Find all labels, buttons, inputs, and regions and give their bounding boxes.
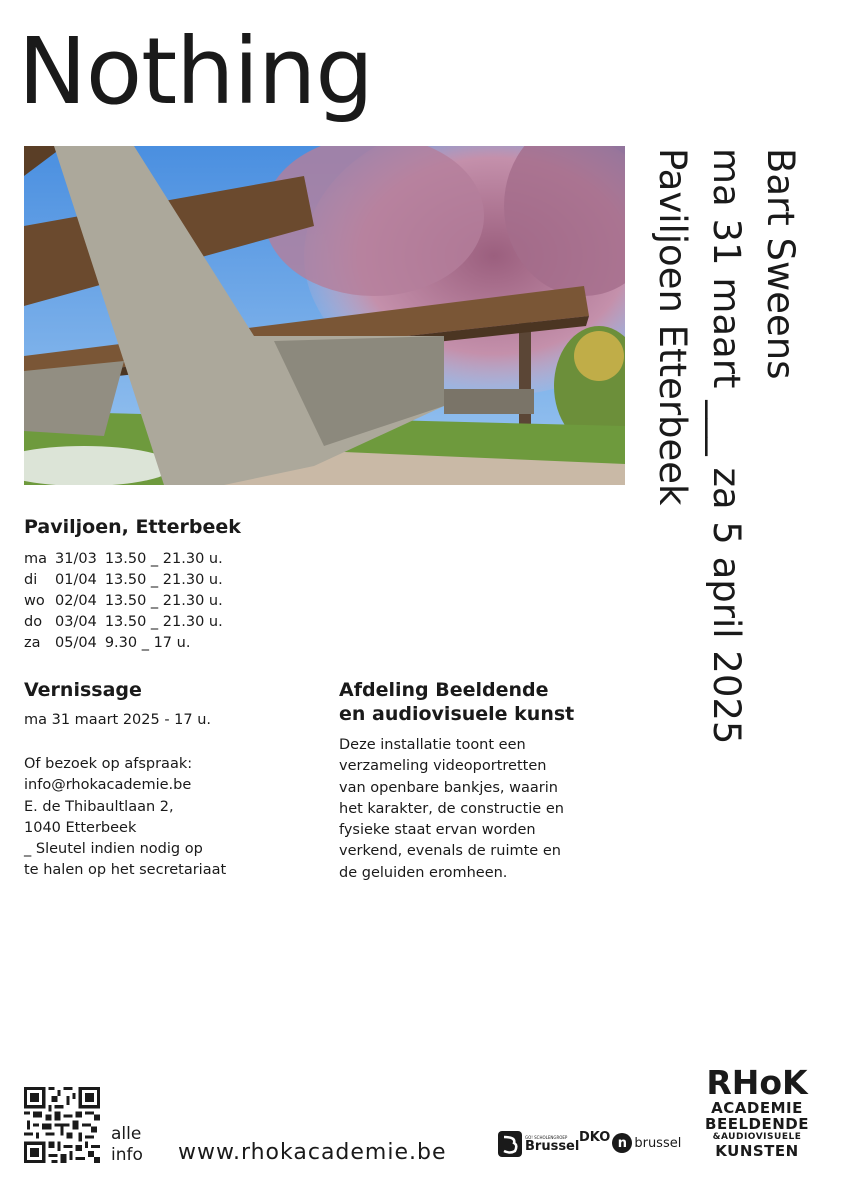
description-line: verkend, evenals de ruimte en <box>339 843 561 860</box>
venue-heading: Paviljoen, Etterbeek <box>24 516 241 538</box>
department-heading-line: en audiovisuele kunst <box>339 703 575 725</box>
gravestones <box>444 389 534 414</box>
schedule-day: za <box>24 635 41 651</box>
schedule-date: 31/03 <box>55 551 97 567</box>
dko-brussel-label: brussel <box>634 1135 682 1151</box>
description-line: het karakter, de constructie en <box>339 800 564 817</box>
schedule-day: wo <box>24 593 45 609</box>
schedule-time: 13.50 _ 21.30 u. <box>104 593 223 609</box>
go-brussel-small-text: GO! SCHOLENGROEP <box>525 1134 568 1140</box>
visit-line: 1040 Etterbeek <box>24 819 137 836</box>
poster-title: Nothing <box>18 18 373 125</box>
website-link[interactable]: www.rhokacademie.be <box>178 1140 447 1165</box>
info-label: info <box>111 1145 143 1165</box>
department-heading-line: Afdeling Beeldende <box>339 679 549 701</box>
schedule-time: 9.30 _ 17 u. <box>104 635 191 651</box>
schedule-date: 02/04 <box>55 593 97 609</box>
description-line: Deze installatie toont een <box>339 737 526 753</box>
rhok-logo-line: &AUDIOVISUELE <box>712 1132 802 1142</box>
schedule-date: 01/04 <box>55 572 97 588</box>
rhok-logo-line: BEELDENDE <box>705 1115 809 1133</box>
go-brussel-label: Brussel <box>525 1138 580 1154</box>
description-line: de geluiden eromheen. <box>339 864 508 881</box>
department-heading <box>339 678 574 726</box>
visit-info <box>24 754 226 882</box>
dko-n-icon: n <box>612 1133 632 1153</box>
vernissage-heading: Vernissage <box>24 679 142 701</box>
schedule-row <box>24 633 231 654</box>
schedule-day: ma <box>24 551 48 567</box>
visit-line: te halen op het secretariaat <box>24 862 227 879</box>
schedule-time: 13.50 _ 21.30 u. <box>104 551 223 567</box>
visit-line: Of bezoek op afspraak: <box>24 756 193 772</box>
description-line: verzameling videoportretten <box>339 758 547 775</box>
qr-code-icon[interactable] <box>24 1087 100 1163</box>
email-link[interactable]: info@rhokacademie.be <box>24 777 192 794</box>
schedule-row <box>24 612 231 633</box>
vernissage-text: ma 31 maart 2025 - 17 u. <box>24 712 212 728</box>
schedule-row <box>24 591 231 612</box>
schedule-date: 03/04 <box>55 614 97 630</box>
visit-line: E. de Thibaultlaan 2, <box>24 798 174 815</box>
schedule-day: di <box>24 572 38 588</box>
rhok-academie-logo <box>705 1063 809 1160</box>
alle-info-label <box>111 1124 143 1166</box>
bench-photo <box>24 146 625 485</box>
go-brussel-logo <box>498 1131 579 1157</box>
exhibition-venue: Paviljoen Etterbeek <box>651 148 694 506</box>
schedule-day: do <box>24 614 43 630</box>
artist-name: Bart Sweens <box>759 148 802 380</box>
description-line: fysieke staat ervan worden <box>339 822 536 839</box>
rhok-logo-line: ACADEMIE <box>711 1099 803 1117</box>
dko-label: DKO <box>579 1129 611 1145</box>
alle-label: alle <box>111 1124 142 1144</box>
bench-photo-illustration <box>24 146 625 485</box>
rhok-logo-line: RHoK <box>706 1063 808 1102</box>
dko-brussel-logo <box>579 1129 682 1153</box>
description-line: van openbare bankjes, waarin <box>339 779 558 796</box>
schedule-time: 13.50 _ 21.30 u. <box>104 614 223 630</box>
exhibition-dates: ma 31 maart ___ za 5 april 2025 <box>705 148 748 745</box>
rhok-logo-line: KUNSTEN <box>715 1142 799 1160</box>
schedule-time: 13.50 _ 21.30 u. <box>104 572 223 588</box>
opening-hours-table <box>24 549 231 654</box>
schedule-row <box>24 570 231 591</box>
go-brussel-mark-icon <box>498 1131 522 1157</box>
schedule-date: 05/04 <box>55 635 97 651</box>
schedule-row <box>24 549 231 570</box>
department-description <box>339 735 564 884</box>
visit-line: _ Sleutel indien nodig op <box>24 841 203 858</box>
